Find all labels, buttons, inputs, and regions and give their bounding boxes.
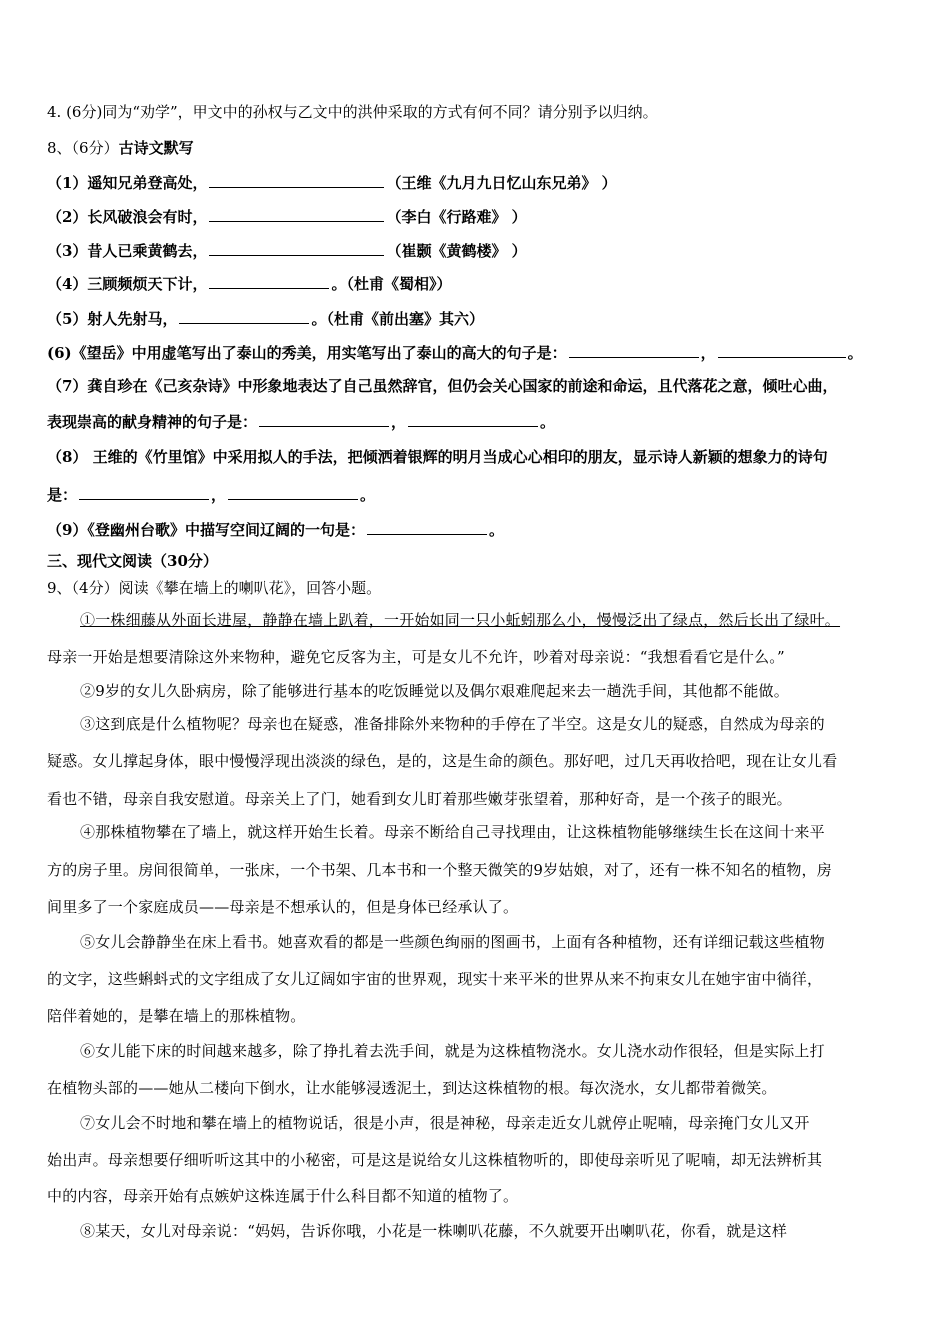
- paragraph-3-line3: 看也不错，母亲自我安慰道。母亲关上了门，她看到女儿盯着那些嫩芽张望着，那种好奇，是一个孩子的眼光。: [47, 790, 792, 808]
- comma: ，: [211, 486, 227, 504]
- question-8-number: 8、（6分）: [47, 139, 119, 157]
- item-1-prompt: （1）遥知兄弟登高处，: [47, 174, 208, 192]
- paragraph-5-line3: 陪伴着她的，是攀在墙上的那株植物。: [47, 1007, 306, 1025]
- item-8-prompt: 是：: [47, 486, 78, 504]
- item-4-source: 。（杜甫《蜀相》）: [331, 275, 452, 293]
- dictation-item-1: [47, 172, 920, 193]
- item-7-prompt: 表现崇高的献身精神的句子是：: [47, 413, 258, 431]
- question-4: 4. (6分)同为“劝学”，甲文中的孙权与乙文中的洪仲采取的方式有何不同？请分别予以归纳。: [47, 103, 658, 121]
- dictation-item-7-line2: [47, 411, 920, 432]
- item-1-source: （王维《九月九日忆山东兄弟》 ）: [386, 174, 617, 192]
- dictation-item-2: [47, 206, 920, 227]
- answer-blank[interactable]: [408, 411, 538, 427]
- answer-blank[interactable]: [259, 411, 389, 427]
- paragraph-1-line2: 母亲一开始是想要清除这外来物种，避免它反客为主，可是女儿不允许，吵着对母亲说：“我想看看它是什么。”: [47, 648, 785, 666]
- answer-blank[interactable]: [569, 342, 699, 358]
- paragraph-7-line3: 中的内容，母亲开始有点嫉妒这株连属于什么科目都不知道的植物了。: [47, 1187, 519, 1205]
- period: 。: [847, 344, 863, 362]
- dictation-item-9: [47, 519, 920, 540]
- comma: ，: [391, 413, 407, 431]
- dictation-item-8-line2: [47, 484, 920, 505]
- item-4-prompt: （4）三顾频烦天下计，: [47, 275, 208, 293]
- period: 。: [540, 413, 556, 431]
- answer-blank[interactable]: [209, 172, 384, 188]
- dictation-item-6: [47, 342, 920, 363]
- answer-blank[interactable]: [718, 342, 846, 358]
- dictation-item-5: [47, 308, 920, 329]
- question-8-header: [47, 138, 920, 158]
- item-3-prompt: （3）昔人已乘黄鹤去，: [47, 242, 208, 260]
- section-3-title: 三、现代文阅读（30分）: [47, 552, 218, 570]
- paragraph-4-line1: ④那株植物攀在了墙上，就这样开始生长着。母亲不断给自己寻找理由，让这株植物能够继续生长在这间十来平: [80, 823, 825, 841]
- paragraph-3-line2: 疑惑。女儿撑起身体，眼中慢慢浮现出淡淡的绿色，是的，这是生命的颜色。那好吧，过几天再收拾吧，现在让女儿看: [47, 752, 838, 770]
- answer-blank[interactable]: [179, 308, 309, 324]
- paragraph-4-line3: 间里多了一个家庭成员——母亲是不想承认的，但是身体已经承认了。: [47, 898, 519, 916]
- item-5-prompt: （5）射人先射马，: [47, 310, 178, 328]
- paragraph-2: ②9岁的女儿久卧病房，除了能够进行基本的吃饭睡觉以及偶尔艰难爬起来去一趟洗手间，其他都不能做。: [80, 682, 789, 700]
- answer-blank[interactable]: [79, 484, 209, 500]
- paragraph-7-line1: ⑦女儿会不时地和攀在墙上的植物说话，很是小声，很是神秘，母亲走近女儿就停止呢喃，母亲掩门女儿又开: [80, 1114, 810, 1132]
- answer-blank[interactable]: [209, 240, 384, 256]
- paragraph-5-line2: 的文字，这些蝌蚪式的文字组成了女儿辽阔如宇宙的世界观，现实十来平米的世界从来不拘束女儿在她宇宙中徜徉，: [47, 970, 823, 988]
- question-9-header: 9、（4分）阅读《攀在墙上的喇叭花》，回答小题。: [47, 579, 382, 597]
- dictation-item-8-line1: （8） 王维的《竹里馆》中采用拟人的手法，把倾洒着银辉的明月当成心心相印的朋友，显示诗人新颖的想象力的诗句: [47, 448, 828, 466]
- dictation-item-7-line1: （7）龚自珍在《己亥杂诗》中形象地表达了自己虽然辞官，但仍会关心国家的前途和命运，且代落花之意，倾吐心曲，: [47, 377, 838, 395]
- answer-blank[interactable]: [209, 206, 384, 222]
- paragraph-5-line1: ⑤女儿会静静坐在床上看书。她喜欢看的都是一些颜色绚丽的图画书，上面有各种植物，还有详细记载这些植物: [80, 933, 825, 951]
- item-3-source: （崔颢《黄鹤楼》 ）: [386, 242, 527, 260]
- item-2-prompt: （2）长风破浪会有时，: [47, 208, 208, 226]
- answer-blank[interactable]: [367, 519, 487, 535]
- paragraph-8-line1: ⑧某天，女儿对母亲说：“妈妈，告诉你哦，小花是一株喇叭花藤，不久就要开出喇叭花，你看，就是这样: [80, 1222, 788, 1240]
- paragraph-6-line2: 在植物头部的——她从二楼向下倒水，让水能够浸透泥土，到达这株植物的根。每次浇水，女儿都带着微笑。: [47, 1079, 777, 1097]
- answer-blank[interactable]: [209, 273, 329, 289]
- paragraph-1-line1: ①一株细藤从外面长进屋，静静在墙上趴着，一开始如同一只小蚯蚓那么小，慢慢泛出了绿点，然后长出了绿叶。: [80, 611, 841, 629]
- question-8-title: 古诗文默写: [118, 139, 194, 157]
- paragraph-4-line2: 方的房子里。房间很简单，一张床，一个书架、几本书和一个整天微笑的9岁姑娘，对了，还有一株不知名的植物，房: [47, 861, 832, 879]
- item-6-prompt: (6)《望岳》中用虚笔写出了泰山的秀美，用实笔写出了泰山的高大的句子是：: [47, 344, 567, 362]
- paragraph-7-line2: 始出声。母亲想要仔细听听这其中的小秘密，可是这是说给女儿这株植物听的，即使母亲听见了呢喃，却无法辨析其: [47, 1151, 823, 1169]
- item-9-prompt: （9）《登幽州台歌》中描写空间辽阔的一句是：: [47, 521, 365, 539]
- dictation-item-3: [47, 240, 920, 261]
- period: 。: [488, 521, 504, 539]
- answer-blank[interactable]: [228, 484, 358, 500]
- comma: ，: [700, 344, 716, 362]
- dictation-item-4: [47, 273, 920, 294]
- paragraph-6-line1: ⑥女儿能下床的时间越来越多，除了挣扎着去洗手间，就是为这株植物浇水。女儿浇水动作很轻，但是实际上打: [80, 1042, 825, 1060]
- paragraph-3-line1: ③这到底是什么植物呢？母亲也在疑惑，准备排除外来物种的手停在了半空。这是女儿的疑惑，自然成为母亲的: [80, 715, 825, 733]
- item-2-source: （李白《行路难》 ）: [386, 208, 527, 226]
- period: 。: [360, 486, 376, 504]
- item-5-source: 。（杜甫《前出塞》其六）: [311, 310, 484, 328]
